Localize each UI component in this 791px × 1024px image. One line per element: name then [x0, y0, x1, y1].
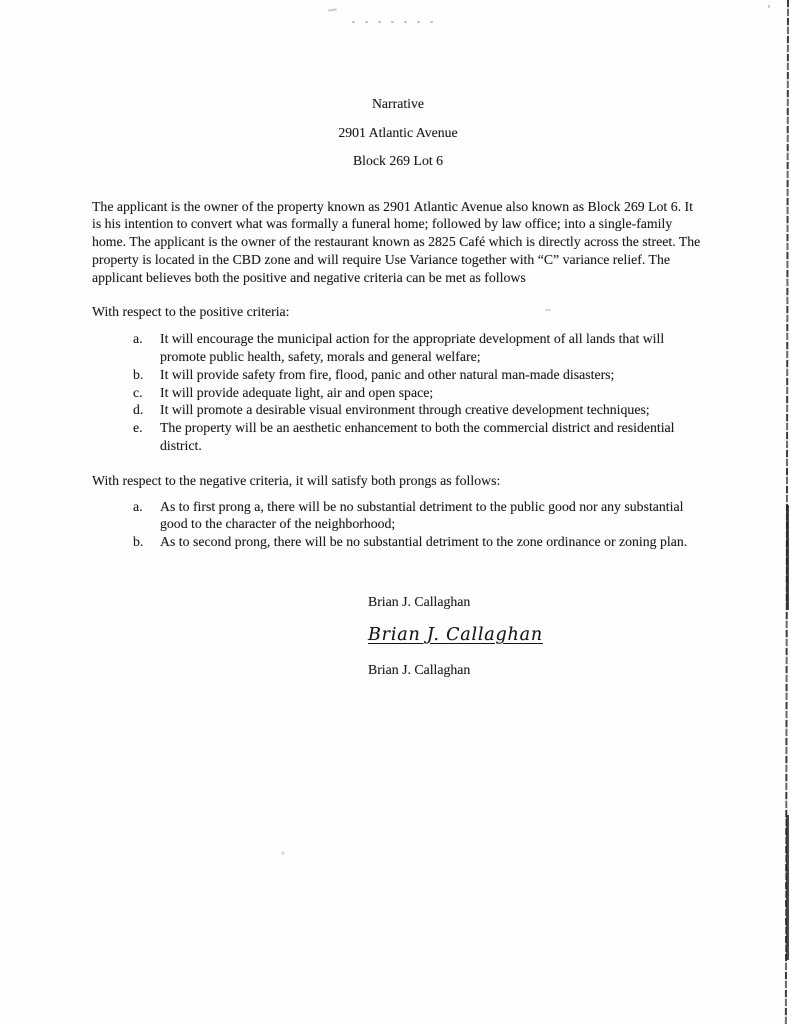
- negative-criteria-heading: With respect to the negative criteria, it will satisfy both prongs as follows:: [92, 472, 501, 488]
- list-item: [133, 330, 704, 366]
- block-lot-line: Block 269 Lot 6: [352, 153, 444, 168]
- intro-paragraph: The applicant is the owner of the property known as 2901 Atlantic Avenue also known as Block 269 Lot 6. It is his intention to convert what was formally a funeral home; followed by law office; into a single-family home. The applicant is the owner of the restaurant known as 2825 Café which is directly across the street. The property is located in the CBD zone and will require Use Variance together with “C” variance relief. The applicant believes both the positive and negative criteria can be met as follows: [92, 198, 701, 285]
- scan-artifact-right-edge-heavy-segment: [786, 505, 789, 610]
- positive-criteria-heading: With respect to the positive criteria:: [92, 304, 290, 320]
- list-item-letter: e.: [133, 420, 143, 436]
- list-item: [133, 533, 704, 551]
- document-content: [92, 0, 704, 679]
- signature-block: [368, 593, 704, 679]
- list-item: [133, 401, 704, 419]
- list-item-text: It will promote a desirable visual environment through creative development techniques;: [160, 402, 650, 418]
- document-heading: [92, 90, 704, 176]
- negative-criteria-list: [133, 498, 704, 551]
- scan-artifact-right-edge-heavy-segment: [786, 815, 789, 960]
- list-item-letter: b.: [133, 366, 144, 382]
- list-item-text: As to first prong a, there will be no substantial detriment to the public good nor any substantial good to the character of the neighborhood;: [160, 498, 684, 532]
- list-item-letter: b.: [133, 534, 144, 550]
- list-item-text: As to second prong, there will be no substantial detriment to the zone ordinance or zoning plan.: [160, 534, 688, 550]
- scan-artifact-mark: [768, 5, 770, 8]
- list-item-letter: a.: [133, 331, 143, 347]
- list-item: [133, 384, 704, 402]
- list-item-letter: a.: [133, 498, 143, 514]
- list-item-text: The property will be an aesthetic enhancement to both the commercial district and residential district.: [160, 420, 675, 454]
- property-address: 2901 Atlantic Avenue: [338, 124, 458, 140]
- list-item: [133, 419, 704, 455]
- document-title: Narrative: [371, 96, 425, 111]
- list-item-text: It will encourage the municipal action for the appropriate development of all lands that will promote public health, safety, morals and general welfare;: [160, 331, 665, 365]
- scan-artifact-mark: [281, 851, 285, 855]
- typed-name-bottom: Brian J. Callaghan: [368, 661, 471, 677]
- list-item: [133, 498, 704, 534]
- list-item-text: It will provide safety from fire, flood, panic and other natural man-made disasters;: [160, 366, 615, 382]
- typed-name-top: Brian J. Callaghan: [368, 594, 471, 610]
- list-item-text: It will provide adequate light, air and open space;: [160, 384, 434, 400]
- handwritten-signature: Brian J. Callaghan: [368, 625, 543, 646]
- list-item-letter: d.: [133, 402, 144, 418]
- positive-criteria-list: [133, 330, 704, 455]
- list-item-letter: c.: [133, 384, 143, 400]
- list-item: [133, 366, 704, 384]
